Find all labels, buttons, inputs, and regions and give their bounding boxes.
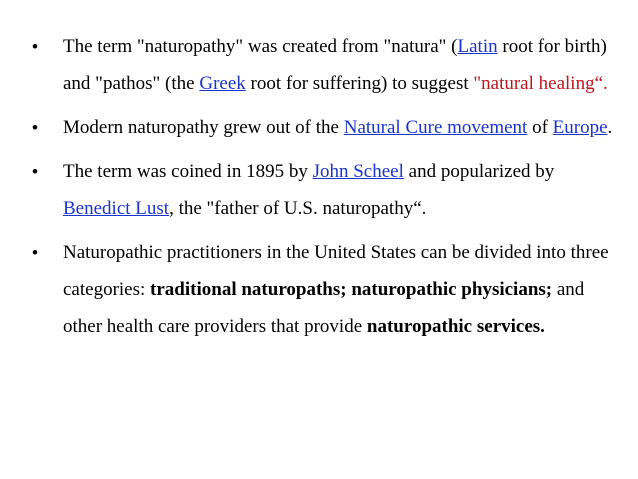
bullet-text: The term was coined in 1895 by bbox=[63, 161, 313, 182]
bullet-text: Modern naturopathy grew out of the bbox=[63, 117, 344, 138]
highlight-natural-healing: "natural healing“. bbox=[473, 73, 608, 94]
bullet-text: and popularized by bbox=[403, 161, 555, 182]
bullet-item-naturopathy-term bbox=[32, 28, 622, 102]
bullet-list bbox=[32, 28, 622, 352]
bullet-text: The term "naturopathy" was created from "natura" ( bbox=[63, 36, 458, 57]
bold-naturopathic-services: naturopathic services. bbox=[366, 316, 545, 337]
bullet-text: and other health care providers that provide bbox=[63, 279, 585, 337]
bullet-item-modern-naturopathy bbox=[32, 109, 622, 146]
bullet-marker: • bbox=[32, 243, 38, 262]
link-natural-cure-movement[interactable]: Natural Cure movement bbox=[343, 117, 528, 138]
link-europe[interactable]: Europe bbox=[552, 117, 608, 138]
bullet-item-practitioner-categories bbox=[32, 234, 622, 345]
link-latin[interactable]: Latin bbox=[457, 36, 498, 57]
bullet-text: of bbox=[527, 117, 553, 138]
bullet-text: root for suffering) to suggest bbox=[245, 73, 474, 94]
bullet-text: Naturopathic practitioners in the United States can be divided into three categories: bbox=[63, 242, 609, 300]
bullet-text: root for birth) and "pathos" (the bbox=[63, 36, 607, 94]
bullet-text: . bbox=[607, 117, 613, 138]
bold-categories: traditional naturopaths; naturopathic physicians; bbox=[150, 279, 553, 300]
bullet-marker: • bbox=[32, 37, 38, 56]
bullet-marker: • bbox=[32, 162, 38, 181]
link-john-scheel[interactable]: John Scheel bbox=[312, 161, 404, 182]
bullet-text: , the "father of U.S. naturopathy“. bbox=[169, 198, 427, 219]
bullet-item-term-coined bbox=[32, 153, 622, 227]
link-benedict-lust[interactable]: Benedict Lust bbox=[63, 198, 170, 219]
link-greek[interactable]: Greek bbox=[199, 73, 246, 94]
bullet-marker: • bbox=[32, 118, 38, 137]
